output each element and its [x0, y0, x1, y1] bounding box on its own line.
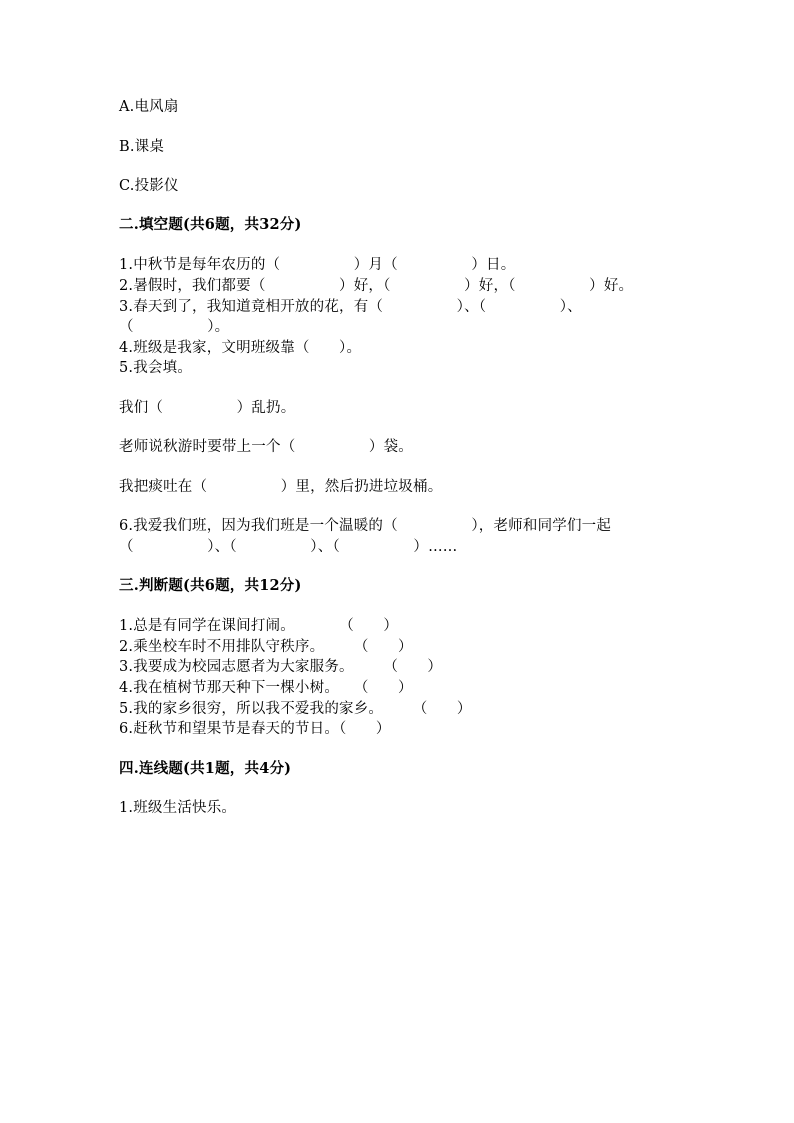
fill-question-6-line-2: （ ）、（ ）、（ ）……: [119, 539, 458, 555]
fill-question-3-line-1: 3.春天到了，我知道竟相开放的花，有（ ）、（ ）、: [119, 299, 582, 315]
judge-question-4: 4.我在植树节那天种下一棵小树。 （ ）: [119, 680, 413, 696]
judge-question-3: 3.我要成为校园志愿者为大家服务。 （ ）: [119, 659, 443, 675]
option-c: C.投影仪: [119, 178, 179, 194]
fill-question-5-item-a: 我们（ ）乱扔。: [119, 400, 296, 416]
judge-question-5: 5.我的家乡很穷，所以我不爱我的家乡。 （ ）: [119, 701, 472, 717]
fill-question-4: 4.班级是我家，文明班级靠（ ）。: [119, 340, 362, 356]
option-b: B.课桌: [119, 139, 165, 155]
judge-question-2: 2.乘坐校车时不用排队守秩序。 （ ）: [119, 639, 413, 655]
fill-question-2: 2.暑假时，我们都要（ ）好，（ ）好，（ ）好。: [119, 278, 634, 294]
section-heading-true-false: 三.判断题(共6题，共12分): [119, 577, 302, 594]
fill-question-6-line-1: 6.我爱我们班，因为我们班是一个温暖的（ ），老师和同学们一起: [119, 518, 612, 534]
fill-question-5-item-c: 我把痰吐在（ ）里，然后扔进垃圾桶。: [119, 479, 443, 495]
fill-question-3-line-2: （ ）。: [119, 319, 230, 335]
section-heading-fill-in: 二.填空题(共6题，共32分): [119, 216, 302, 233]
fill-question-5-item-b: 老师说秋游时要带上一个（ ）袋。: [119, 439, 413, 455]
section-heading-matching: 四.连线题(共1题，共4分): [119, 760, 292, 777]
fill-question-5: 5.我会填。: [119, 360, 193, 376]
fill-question-1: 1.中秋节是每年农历的（ ）月（ ）日。: [119, 257, 516, 273]
judge-question-6: 6.赶秋节和望果节是春天的节日。（ ）: [119, 721, 391, 737]
judge-question-1: 1.总是有同学在课间打闹。 （ ）: [119, 618, 399, 634]
matching-question-1: 1.班级生活快乐。: [119, 800, 237, 816]
option-a: A.电风扇: [119, 99, 179, 115]
